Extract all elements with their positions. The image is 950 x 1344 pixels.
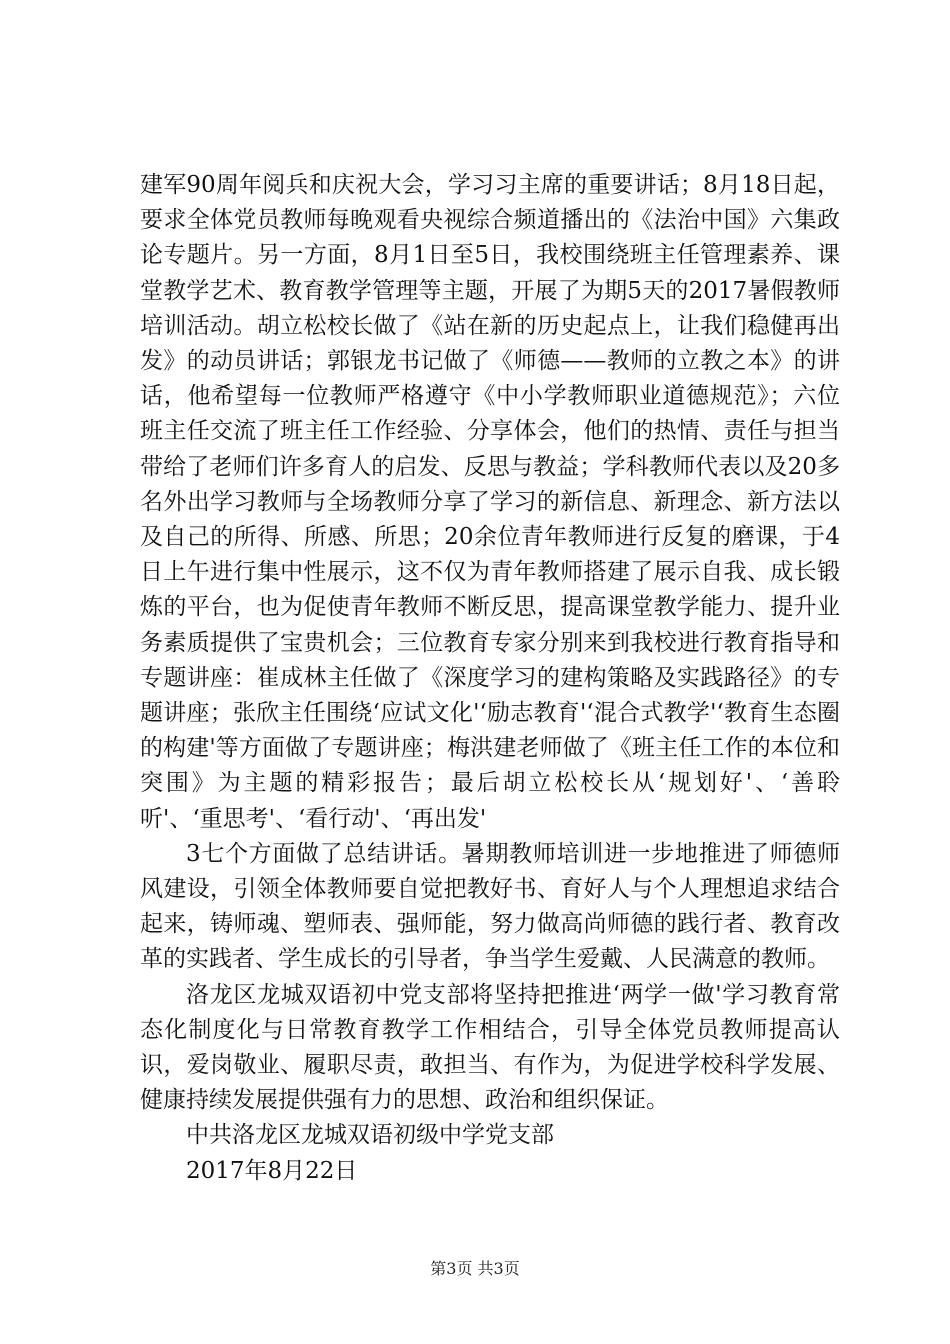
- page-number-footer: 第3页 共3页: [430, 1259, 520, 1278]
- signature-date: 2017年8月22日: [186, 1157, 358, 1184]
- paragraph-continuation: 建军90周年阅兵和庆祝大会，学习习主席的重要讲话；8月18日起，要求全体党员教师每晚观看央视综合频道播出的《法治中国》六集政论专题片。另一方面，8月1日至5日，我校围绕班主任管理素养、课堂教学艺术、教育教学管理等主题，开展了为期5天的2017暑假教师培训活动。胡立松校长做了《站在新的历史起点上，让我们稳健再出发》的动员讲话；郭银龙书记做了《师德——教师的立教之本》的讲话，他希望每一位教师严格遵守《中小学教师职业道德规范》；六位班主任交流了班主任工作经验、分享体会，他们的热情、责任与担当带给了老师们许多育人的启发、反思与教益；学科教师代表以及20多名外出学习教师与全场教师分享了学习的新信息、新理念、新方法以及自己的所得、所感、所思；20余位青年教师进行反复的磨课，于4日上午进行集中性展示，这不仅为青年教师搭建了展示自我、成长锻炼的平台，也为促使青年教师不断反思，提高课堂教学能力、提升业务素质提供了宝贵机会；三位教育专家分别来到我校进行教育指导和专题讲座：崔成林主任做了《深度学习的建构策略及实践路径》的专题讲座；张欣主任围绕‘应试文化'‘励志教育'‘混合式教学'‘教育生态圈的构建'等方面做了专题讲座；梅洪建老师做了《班主任工作的本位和突围》为主题的精彩报告；最后胡立松校长从‘规划好'、‘善聆听'、‘重思考'、‘看行动'、‘再出发': [140, 172, 840, 832]
- signature-organization: 中共洛龙区龙城双语初级中学党支部: [186, 1122, 554, 1149]
- paragraph-training-summary: 3七个方面做了总结讲话。暑期教师培训进一步地推进了师德师风建设，引领全体教师要自觉把教好书、育好人与个人理想追求结合起来，铸师魂、塑师表、强师能，努力做高尚师德的践行者、教育改革的实践者、学生成长的引导者，争当学生爱戴、人民满意的教师。: [140, 840, 840, 973]
- paragraph-conclusion: 洛龙区龙城双语初中党支部将坚持把推进‘两学一做'学习教育常态化制度化与日常教育教学工作相结合，引导全体党员教师提高认识，爱岗敬业、履职尽责，敢担当、有作为，为促进学校科学发展、健康持续发展提供强有力的思想、政治和组织保证。: [140, 981, 840, 1114]
- document-body: [140, 168, 840, 1189]
